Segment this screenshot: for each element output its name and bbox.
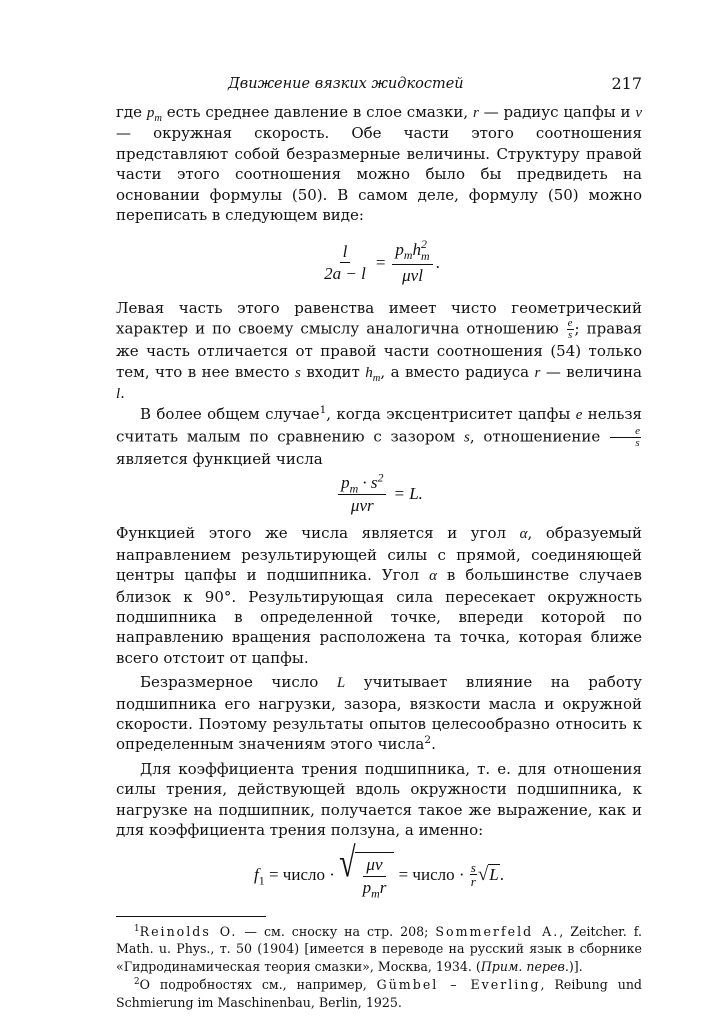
paragraph-6: Для коэффициента трения подшипника, т. е. для отношения силы трения, действующей вдоль окружности подшипника, к нагрузке на подшипник, получается такое же выражение, как и для коэффициента трения ползуна, а именно: xyxy=(116,759,642,840)
footnote-ref-1: 1 xyxy=(319,404,327,417)
paragraph-1: где $p_m$ есть среднее давление в слое смазки, r — радиус цапфы и v — окружная скорость. Обе части этого соотношения представляют собой безразмерные величины. Структуру правой части этого соотношения можно было бы предвидеть на основании формулы (50). В самом деле, формулу (50) можно переписать в следующем виде: xyxy=(116,103,642,225)
book-page xyxy=(116,70,642,1012)
fraction-e-over-s: $\frac{e}{s}$ xyxy=(567,317,573,342)
eq3-sqrt-1: √ $\frac{\mu v}{p_mr}$ xyxy=(339,852,394,897)
running-head-title: Движение вязких жидкостей xyxy=(228,76,464,92)
eq3-sqrt-2: √ L xyxy=(477,863,499,885)
equation-1: $\frac{l}{2a - l}$ = $p_mh$ 2 m μvl . xyxy=(116,239,642,285)
fraction-e-over-s-2: $\frac{e}{s}$ xyxy=(610,426,641,449)
running-head xyxy=(116,70,642,100)
paragraph-2: Левая часть этого равенства имеет чисто геометрический характер и по своему смыслу аналогична отношению $\frac{e}{s}$ ; правая же часть отличается от правой части соотношения (54) только тем, что в нее вместо s входит $h_m$, а вместо радиуса r — величина l. xyxy=(116,298,642,403)
footnote-divider xyxy=(116,916,266,917)
footnote-2: $^2$О подробностях см., например, Gümbel – Everling, Reibung und Schmierung im Maschinenbau, Berlin, 1925. xyxy=(116,976,642,1010)
footnote-1: $^1$Reinolds O. — см. сноску на стр. 208; Sommerfeld A., Zeitcher. f. Math. u. Phys., т. 50 (1904) [имеется в переводе на русский язык в сборнике «Гидродинамическая теория смазки», Москва, 1934. (Прим. перев.)]. xyxy=(116,923,642,975)
eq1-lhs-fraction: $\frac{l}{2a - l}$ xyxy=(324,241,366,284)
eq1-rhs-fraction: $p_mh$ 2 m μvl xyxy=(392,239,432,285)
math-pm: $p_m$ xyxy=(146,105,162,124)
equation-2: $\frac{p_m \cdot s^2}{\text{μvr}}$ = L. xyxy=(116,473,642,515)
paragraph-4: Функцией этого же числа является и угол α, образуемый направлением результирующей силы с прямой, соединяющей центры цапфы и подшипника. Угол α в большинстве случаев близок к 90°. Результирующая сила пересекает окружность подшипника в определенной точке, впереди которой по направлению вращения расположена та точка, которая ближе всего отстоит от цапфы. xyxy=(116,524,642,667)
footnote-ref-2: 2 xyxy=(424,734,432,747)
paragraph-5: Безразмерное число L учитывает влияние на работу подшипника его нагрузки, зазора, вязкости масла и окружной скорости. Поэтому результаты опытов целесообразно относить к определенным значениям этого числа$^2$. xyxy=(116,673,642,754)
eq2-fraction: $\frac{p_m \cdot s^2}{\text{μvr}}$ xyxy=(338,473,386,515)
paragraph-3: В более общем случае$^1$, когда эксцентриситет цапфы e нельзя считать малым по сравнению с зазором s, отношениение $\frac{e}{s}$ является функцией числа xyxy=(116,404,643,468)
equation-3: $f_1$ = число · √ $\frac{\mu v}{p_mr}$ = число · s r √ L . xyxy=(254,840,504,901)
page-number: 217 xyxy=(611,74,642,93)
eq3-fraction-s-over-r: s r xyxy=(470,860,476,890)
